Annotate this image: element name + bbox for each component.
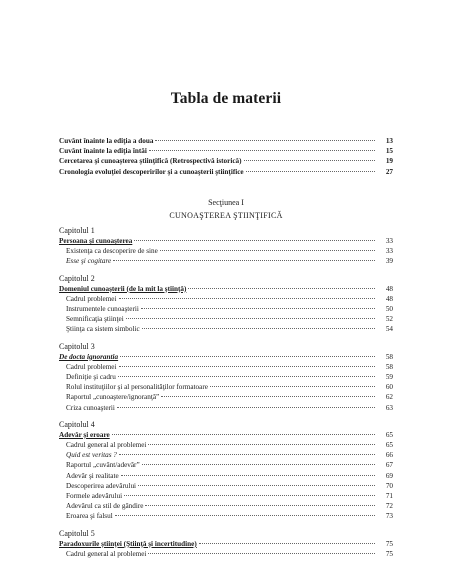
dot-leader [148, 552, 375, 554]
toc-entry-title: Descoperirea adevărului [66, 481, 137, 490]
toc-entry-title: Paradoxurile ştiinţei (Ştiinţă şi incertitudine) [59, 539, 197, 548]
dot-leader [121, 474, 375, 476]
dot-leader [124, 494, 375, 496]
toc-entry-title: Cuvânt înainte la ediţia a doua [59, 137, 154, 145]
toc-entry-page: 66 [385, 451, 393, 460]
chapter-heading[interactable] [59, 236, 393, 246]
dot-leader [134, 239, 375, 241]
toc-entry-page: 65 [385, 430, 393, 439]
toc-entry-title: Definiţie şi cadru [66, 373, 116, 382]
toc-entry-title: Cadrul general al problemei [66, 441, 147, 450]
dot-leader [246, 170, 375, 172]
dot-leader [145, 504, 375, 506]
toc-subentry[interactable] [59, 450, 393, 460]
toc-entry-title: Rolul instituţiilor şi al personalităţilor formatoare [66, 383, 208, 392]
dot-leader [149, 149, 375, 151]
toc-subentry[interactable] [59, 403, 393, 413]
dot-leader [117, 406, 375, 408]
dot-leader [138, 484, 375, 486]
dot-leader [126, 317, 375, 319]
chapters-list [59, 219, 393, 559]
page-title: Tabla de materii [170, 90, 282, 107]
toc-entry-title: Cuvânt înainte la ediţia întâi [59, 147, 147, 156]
toc-entry-title: Cadrul problemei [66, 362, 117, 371]
toc-entry-page: 65 [385, 441, 393, 450]
toc-subentry[interactable] [59, 511, 393, 521]
toc-entry-page: 60 [385, 383, 393, 392]
dot-leader [142, 327, 375, 329]
toc-entry-page: 71 [385, 492, 393, 501]
toc-entry-page: 67 [385, 461, 393, 470]
toc-entry-title: Eroarea şi falsul [66, 512, 113, 521]
toc-entry-page: 13 [385, 137, 393, 145]
dot-leader [112, 433, 375, 435]
chapter-label: Capitolul 1 [59, 226, 95, 235]
dot-leader [155, 139, 375, 141]
toc-entry-title: Cercetarea şi cunoaşterea ştiinţifică (Retrospectivă istorică) [59, 157, 242, 166]
toc-entry-page: 19 [385, 157, 393, 166]
toc-subentry[interactable] [59, 362, 393, 372]
toc-entry-title: Cronologia evoluţiei descoperirilor şi a cunoaşterii ştiinţifice [59, 167, 244, 176]
toc-entry-page: 33 [385, 237, 393, 245]
dot-leader [199, 542, 375, 544]
toc-entry-page: 58 [385, 352, 393, 361]
toc-entry-page: 59 [385, 373, 393, 382]
chapter-label: Capitolul 3 [59, 341, 95, 351]
dot-leader [148, 443, 375, 445]
toc-subentry[interactable] [59, 324, 393, 334]
toc-entry-title: Cadrul problemei [66, 294, 117, 303]
dot-leader [118, 375, 375, 377]
toc-subentry[interactable] [59, 549, 393, 559]
dot-leader [244, 159, 376, 161]
toc-entry-page: 54 [385, 325, 393, 334]
toc-entry-title: Adevăr şi eroare [59, 430, 110, 439]
chapter-heading[interactable] [59, 284, 393, 294]
toc-entry-page: 63 [385, 403, 393, 412]
front-matter-list [59, 136, 393, 177]
toc-entry[interactable] [59, 146, 393, 156]
dot-leader [188, 287, 375, 289]
toc-entry-page: 39 [385, 257, 393, 266]
toc-entry-page: 62 [385, 393, 393, 402]
toc-entry-page: 70 [385, 481, 393, 490]
toc-entry[interactable] [59, 156, 393, 166]
toc-subentry[interactable] [59, 246, 393, 256]
toc-entry-title: Raportul „cunoaştere/ignoranţă” [66, 393, 160, 402]
dot-leader [161, 395, 375, 397]
toc-entry-title: Domeniul cunoaşterii (de la mit la ştiinţă) [59, 284, 187, 293]
toc-subentry[interactable] [59, 294, 393, 304]
toc-entry-title: De docta ignorantia [59, 352, 119, 361]
toc-entry-page: 33 [385, 247, 393, 256]
toc-entry-page: 27 [385, 167, 393, 176]
toc-subentry[interactable] [59, 304, 393, 314]
dot-leader [210, 385, 375, 387]
chapter-heading[interactable] [59, 352, 393, 362]
toc-entry-page: 75 [385, 539, 393, 548]
dot-leader [115, 514, 375, 516]
toc-subentry[interactable] [59, 481, 393, 491]
toc-entry-title: Instrumentele cunoaşterii [66, 305, 139, 314]
toc-entry-title: Criza cunoaşterii [66, 403, 115, 412]
toc-entry-title: Formele adevărului [66, 492, 123, 501]
chapter-label: Capitolul 4 [59, 419, 95, 429]
toc-entry-page: 48 [385, 294, 393, 303]
toc-subentry[interactable] [59, 372, 393, 382]
toc-subentry[interactable] [59, 392, 393, 402]
toc-subentry[interactable] [59, 460, 393, 470]
toc-subentry[interactable] [59, 491, 393, 501]
chapter-label: Capitolul 2 [59, 273, 95, 283]
chapter-heading[interactable] [59, 430, 393, 440]
toc-entry-title: Adevăr şi realitate [66, 471, 119, 480]
dot-leader [119, 365, 376, 367]
toc-entry-title: Persoana şi cunoaşterea [59, 237, 133, 245]
toc-entry-page: 69 [385, 471, 393, 480]
toc-entry-page: 48 [385, 284, 393, 293]
toc-entry-page: 15 [385, 147, 393, 156]
dot-leader [160, 249, 375, 251]
chapter-heading[interactable] [59, 539, 393, 549]
dot-leader [142, 463, 375, 465]
section-title: CUNOAŞTEREA ŞTIINŢIFICĂ [169, 211, 283, 220]
toc-entry[interactable] [59, 167, 393, 177]
toc-entry-page: 52 [385, 315, 393, 324]
toc-subentry[interactable] [59, 256, 393, 266]
toc-subentry[interactable] [59, 382, 393, 392]
toc-subentry[interactable] [59, 440, 393, 450]
toc-entry[interactable] [59, 136, 393, 146]
dot-leader [141, 307, 375, 309]
toc-entry-page: 50 [385, 305, 393, 314]
toc-entry-title: Quid est veritas ? [66, 451, 117, 460]
toc-subentry[interactable] [59, 501, 393, 511]
toc-subentry[interactable] [59, 471, 393, 481]
toc-entry-title: Adevărul ca stil de gândire [66, 502, 144, 511]
toc-entry-title: Cadrul general al problemei [66, 549, 147, 558]
toc-entry-title: Ştiinţa ca sistem simbolic [66, 325, 140, 334]
toc-entry-page: 73 [385, 512, 393, 521]
dot-leader [113, 259, 375, 261]
dot-leader [119, 453, 375, 455]
section-label: Secţiunea I [208, 198, 244, 207]
toc-entry-title: Raportul „cuvânt/adevăr” [66, 461, 140, 470]
toc-entry-page: 58 [385, 362, 393, 371]
dot-leader [119, 297, 376, 299]
toc-subentry[interactable] [59, 314, 393, 324]
dot-leader [120, 355, 375, 357]
toc-entry-title: Esse şi cogitare [66, 257, 112, 266]
toc-entry-title: Existenţa ca descoperire de sine [66, 247, 158, 256]
toc-entry-page: 72 [385, 502, 393, 511]
toc-entry-title: Semnificaţia ştiinţei [66, 315, 124, 324]
toc-entry-page: 75 [385, 549, 393, 558]
chapter-label: Capitolul 5 [59, 528, 95, 538]
